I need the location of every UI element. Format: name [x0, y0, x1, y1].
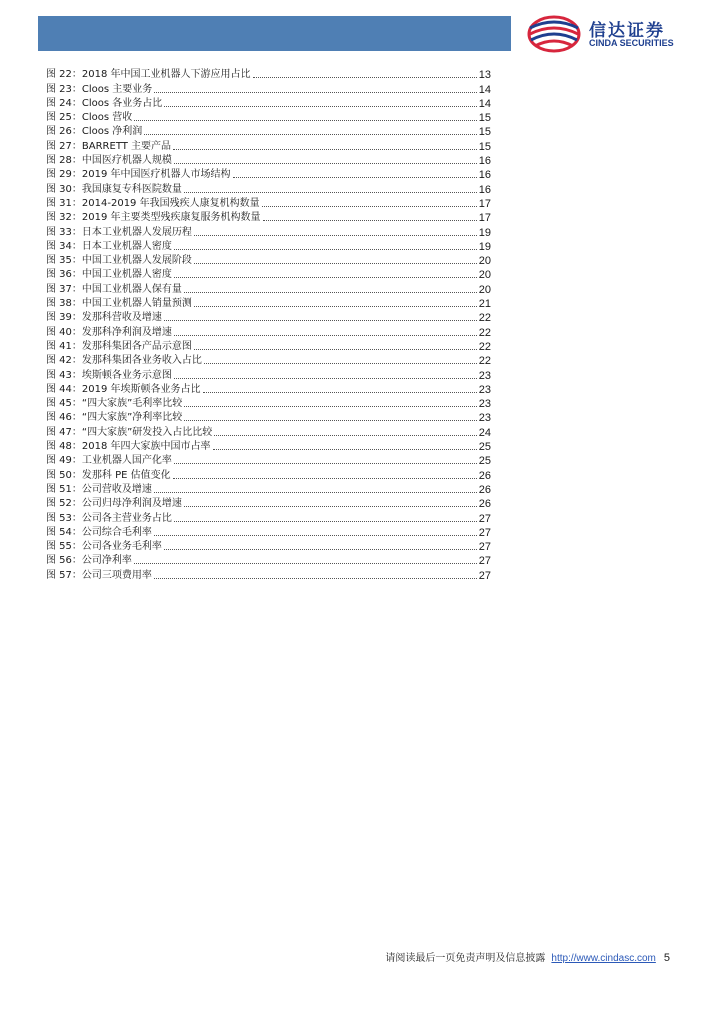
toc-row[interactable]: [46, 496, 491, 510]
toc-page-number: 27: [478, 569, 491, 582]
toc-page-number: 20: [478, 269, 491, 282]
toc-figure-title: 工业机器人国产化率: [81, 455, 172, 467]
toc-dot-leader: [253, 77, 477, 78]
toc-figure-title: 2014-2019 年我国残疾人康复机构数量: [81, 197, 260, 209]
toc-row[interactable]: [46, 310, 491, 324]
toc-figure-number: 图 40：: [46, 326, 82, 338]
toc-row[interactable]: [46, 81, 491, 95]
toc-row[interactable]: [46, 410, 491, 424]
toc-figure-number: 图 31：: [46, 197, 82, 209]
toc-figure-title: 公司三项费用率: [81, 569, 152, 581]
toc-dot-leader: [134, 120, 476, 121]
toc-row[interactable]: [46, 424, 491, 438]
toc-page-number: 15: [478, 126, 491, 139]
toc-dot-leader: [173, 149, 477, 150]
toc-row[interactable]: [46, 110, 491, 124]
toc-page-number: 23: [478, 398, 491, 411]
toc-row[interactable]: [46, 467, 491, 481]
toc-figure-title: “四大家族”净利率比较: [81, 412, 183, 424]
toc-page-number: 20: [478, 255, 491, 268]
toc-figure-title: 中国工业机器人发展阶段: [81, 255, 192, 267]
toc-dot-leader: [174, 277, 477, 278]
toc-figure-title: 中国医疗机器人规模: [81, 155, 172, 167]
toc-row[interactable]: [46, 167, 491, 181]
toc-figure-title: 发那科集团各产品示意图: [81, 340, 192, 352]
toc-page-number: 20: [478, 283, 491, 296]
toc-figure-title: Cloos 主要业务: [81, 83, 153, 95]
toc-page-number: 15: [478, 140, 491, 153]
toc-figure-number: 图 56：: [46, 555, 82, 567]
toc-figure-number: 图 57：: [46, 569, 82, 581]
toc-figure-title: 发那科净利润及增速: [81, 326, 172, 338]
logo-english-text: CINDA SECURITIES: [589, 38, 674, 48]
toc-row[interactable]: [46, 453, 491, 467]
toc-page-number: 22: [478, 312, 491, 325]
toc-row[interactable]: [46, 239, 491, 253]
toc-figure-title: 发那科营收及增速: [81, 312, 162, 324]
toc-figure-title: Cloos 各业务占比: [81, 97, 163, 109]
toc-figure-number: 图 34：: [46, 240, 82, 252]
toc-row[interactable]: [46, 124, 491, 138]
toc-page-number: 19: [478, 226, 491, 239]
toc-row[interactable]: [46, 224, 491, 238]
toc-row[interactable]: [46, 281, 491, 295]
toc-page-number: 22: [478, 326, 491, 339]
toc-figure-number: 图 26：: [46, 126, 82, 138]
toc-figure-number: 图 44：: [46, 383, 82, 395]
toc-figure-title: 埃斯顿各业务示意图: [81, 369, 172, 381]
toc-page-number: 27: [478, 555, 491, 568]
toc-dot-leader: [184, 292, 477, 293]
toc-page-number: 19: [478, 240, 491, 253]
toc-figure-title: 2019 年主要类型残疾康复服务机构数量: [81, 212, 261, 224]
toc-figure-title: 日本工业机器人密度: [81, 240, 172, 252]
toc-figure-number: 图 39：: [46, 312, 82, 324]
toc-row[interactable]: [46, 396, 491, 410]
toc-figure-number: 图 54：: [46, 526, 82, 538]
toc-figure-number: 图 50：: [46, 469, 82, 481]
toc-row[interactable]: [46, 138, 491, 152]
toc-figure-number: 图 46：: [46, 412, 82, 424]
page-footer: [385, 949, 670, 964]
toc-page-number: 16: [478, 183, 491, 196]
toc-figure-number: 图 48：: [46, 441, 82, 453]
toc-row[interactable]: [46, 439, 491, 453]
toc-page-number: 13: [478, 69, 491, 82]
toc-dot-leader: [204, 363, 477, 364]
toc-figure-title: 中国工业机器人密度: [81, 269, 172, 281]
toc-figure-title: “四大家族”毛利率比较: [81, 398, 183, 410]
toc-dot-leader: [184, 406, 476, 407]
toc-dot-leader: [174, 335, 477, 336]
toc-page-number: 26: [478, 469, 491, 482]
toc-figure-number: 图 42：: [46, 355, 82, 367]
toc-figure-number: 图 27：: [46, 140, 82, 152]
toc-figure-title: 公司综合毛利率: [81, 526, 152, 538]
toc-figure-number: 图 28：: [46, 155, 82, 167]
toc-page-number: 16: [478, 155, 491, 168]
toc-row[interactable]: [46, 153, 491, 167]
footer-disclaimer: 请阅读最后一页免责声明及信息披露: [385, 953, 546, 964]
toc-dot-leader: [174, 521, 477, 522]
toc-figure-number: 图 35：: [46, 255, 82, 267]
toc-dot-leader: [203, 392, 477, 393]
toc-figure-title: 公司各主营业务占比: [81, 512, 172, 524]
toc-dot-leader: [154, 92, 476, 93]
toc-row[interactable]: [46, 553, 491, 567]
cinda-globe-icon: [524, 14, 584, 54]
toc-figure-number: 图 36：: [46, 269, 82, 281]
toc-dot-leader: [164, 320, 477, 321]
toc-figure-title: 发那科集团各业务收入占比: [81, 355, 202, 367]
toc-page-number: 27: [478, 541, 491, 554]
toc-page-number: 14: [478, 97, 491, 110]
toc-row[interactable]: [46, 181, 491, 195]
toc-figure-number: 图 38：: [46, 298, 82, 310]
toc-row[interactable]: [46, 210, 491, 224]
toc-dot-leader: [184, 420, 476, 421]
toc-figure-title: 公司净利率: [81, 555, 132, 567]
toc-dot-leader: [184, 506, 477, 507]
toc-dot-leader: [194, 235, 477, 236]
toc-row[interactable]: [46, 353, 491, 367]
toc-figure-title: 公司归母净利润及增速: [81, 498, 182, 510]
toc-row[interactable]: [46, 253, 491, 267]
toc-figure-title: 2018 年四大家族中国市占率: [81, 441, 211, 453]
toc-page-number: 23: [478, 412, 491, 425]
toc-figure-number: 图 33：: [46, 226, 82, 238]
toc-dot-leader: [174, 378, 477, 379]
toc-figure-number: 图 55：: [46, 541, 82, 553]
toc-figure-number: 图 37：: [46, 283, 82, 295]
toc-page-number: 25: [478, 455, 491, 468]
toc-dot-leader: [174, 463, 477, 464]
toc-page-number: 26: [478, 483, 491, 496]
toc-row[interactable]: [46, 510, 491, 524]
toc-page-number: 25: [478, 441, 491, 454]
toc-figure-title: BARRETT 主要产品: [81, 140, 172, 152]
toc-dot-leader: [154, 492, 477, 493]
toc-dot-leader: [154, 535, 477, 536]
toc-figure-title: Cloos 营收: [81, 112, 133, 124]
toc-dot-leader: [144, 134, 476, 135]
toc-page-number: 24: [478, 426, 491, 439]
toc-figure-title: 2018 年中国工业机器人下游应用占比: [81, 69, 251, 81]
toc-figure-number: 图 23：: [46, 83, 82, 95]
toc-figure-title: 公司各业务毛利率: [81, 541, 162, 553]
toc-dot-leader: [174, 163, 477, 164]
toc-figure-title: 中国工业机器人销量预测: [81, 298, 192, 310]
toc-page-number: 14: [478, 83, 491, 96]
toc-row[interactable]: [46, 196, 491, 210]
toc-dot-leader: [214, 435, 476, 436]
toc-figure-title: 2019 年中国医疗机器人市场结构: [81, 169, 231, 181]
page-number: 5: [663, 952, 670, 964]
toc-figure-number: 图 41：: [46, 340, 82, 352]
toc-figure-title: 中国工业机器人保有量: [81, 283, 182, 295]
toc-page-number: 27: [478, 526, 491, 539]
cinda-logo: [524, 14, 704, 56]
toc-figure-number: 图 24：: [46, 97, 82, 109]
toc-dot-leader: [263, 220, 477, 221]
toc-figure-number: 图 45：: [46, 398, 82, 410]
toc-figure-title: 2019 年埃斯顿各业务占比: [81, 383, 201, 395]
header-bar: [38, 16, 511, 51]
toc-figure-number: 图 25：: [46, 112, 82, 124]
toc-row[interactable]: [46, 267, 491, 281]
figure-list: [46, 67, 491, 582]
toc-row[interactable]: [46, 525, 491, 539]
toc-dot-leader: [164, 549, 477, 550]
toc-figure-title: 日本工业机器人发展历程: [81, 226, 192, 238]
toc-page-number: 23: [478, 383, 491, 396]
toc-dot-leader: [164, 106, 476, 107]
toc-figure-title: 公司营收及增速: [81, 483, 152, 495]
toc-figure-number: 图 47：: [46, 426, 82, 438]
toc-row[interactable]: [46, 324, 491, 338]
toc-dot-leader: [134, 563, 477, 564]
toc-row[interactable]: [46, 482, 491, 496]
toc-figure-number: 图 22：: [46, 69, 82, 81]
toc-dot-leader: [262, 206, 477, 207]
toc-figure-number: 图 32：: [46, 212, 82, 224]
toc-figure-number: 图 43：: [46, 369, 82, 381]
toc-row[interactable]: [46, 382, 491, 396]
toc-page-number: 22: [478, 340, 491, 353]
toc-dot-leader: [154, 578, 477, 579]
footer-website-link[interactable]: http://www.cindasc.com: [551, 953, 656, 964]
toc-figure-number: 图 29：: [46, 169, 82, 181]
toc-row[interactable]: [46, 296, 491, 310]
toc-figure-title: Cloos 净利润: [81, 126, 143, 138]
toc-page-number: 16: [478, 169, 491, 182]
toc-row[interactable]: [46, 367, 491, 381]
toc-page-number: 17: [478, 197, 491, 210]
toc-figure-number: 图 51：: [46, 483, 82, 495]
toc-figure-number: 图 49：: [46, 455, 82, 467]
toc-row[interactable]: [46, 567, 491, 581]
toc-page-number: 21: [478, 298, 491, 311]
toc-figure-number: 图 30：: [46, 183, 82, 195]
toc-dot-leader: [184, 192, 477, 193]
toc-dot-leader: [233, 177, 477, 178]
toc-page-number: 17: [478, 212, 491, 225]
toc-figure-title: 我国康复专科医院数量: [81, 183, 182, 195]
toc-figure-title: 发那科 PE 估值变化: [81, 469, 171, 481]
toc-page-number: 15: [478, 112, 491, 125]
toc-row[interactable]: [46, 96, 491, 110]
toc-figure-number: 图 53：: [46, 512, 82, 524]
toc-dot-leader: [213, 449, 477, 450]
toc-row[interactable]: [46, 539, 491, 553]
toc-dot-leader: [194, 306, 477, 307]
toc-row[interactable]: [46, 67, 491, 81]
toc-page-number: 26: [478, 498, 491, 511]
toc-figure-title: “四大家族”研发投入占比比较: [81, 426, 213, 438]
toc-dot-leader: [194, 263, 477, 264]
logo-chinese-text: 信达证券: [589, 21, 665, 41]
toc-page-number: 27: [478, 512, 491, 525]
toc-dot-leader: [173, 478, 477, 479]
toc-page-number: 23: [478, 369, 491, 382]
toc-page-number: 22: [478, 355, 491, 368]
toc-figure-number: 图 52：: [46, 498, 82, 510]
toc-dot-leader: [174, 249, 477, 250]
toc-dot-leader: [194, 349, 477, 350]
toc-row[interactable]: [46, 339, 491, 353]
